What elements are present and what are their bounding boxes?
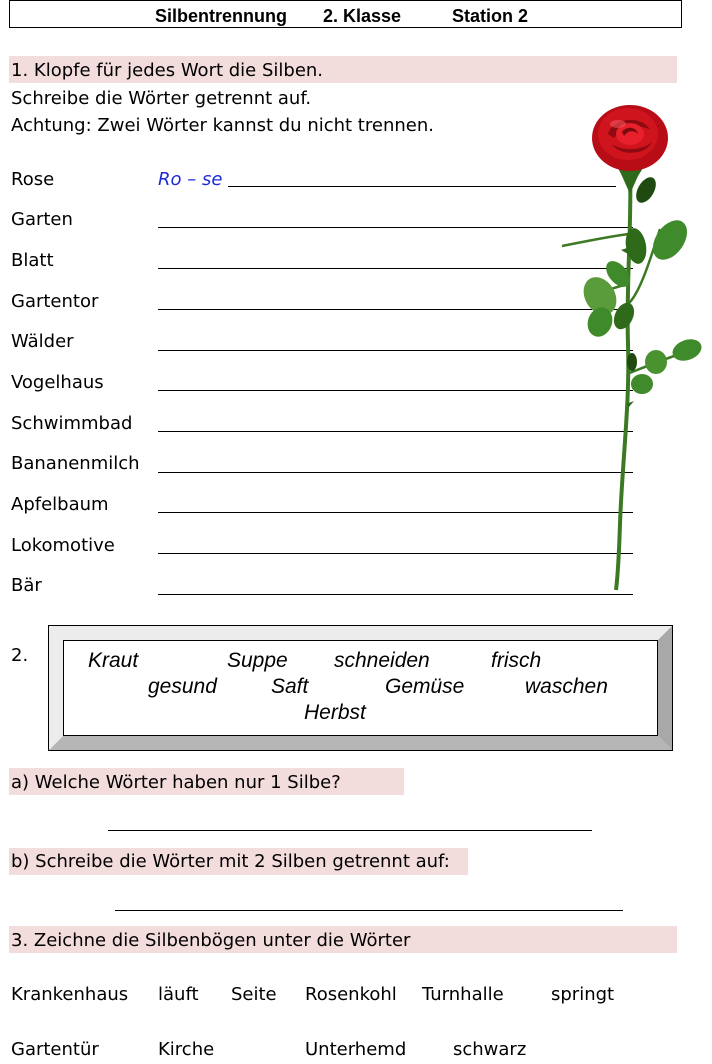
box-word-schneiden: schneiden: [334, 649, 430, 672]
task1-title: 1. Klopfe für jedes Wort die Silben.: [11, 60, 324, 81]
box-word-saft: Saft: [271, 675, 309, 698]
rose-image: [552, 104, 708, 594]
worksheet-header: [9, 0, 682, 28]
question-a: a) Welche Wörter haben nur 1 Silbe?: [11, 772, 341, 793]
box-word-gesund: gesund: [148, 675, 217, 698]
syllable-word-laeuft[interactable]: läuft: [158, 984, 199, 1005]
box-word-waschen: waschen: [525, 675, 608, 698]
word-gartentor: Gartentor: [11, 291, 99, 312]
syllable-word-krankenhaus[interactable]: Krankenhaus: [11, 984, 129, 1005]
header-grade: 2. Klasse: [323, 6, 402, 26]
word-rose: Rose: [11, 169, 55, 190]
syllable-word-springt[interactable]: springt: [551, 984, 615, 1005]
frame-bevel-left: [49, 626, 63, 750]
syllable-word-gartentuer[interactable]: Gartentür: [11, 1039, 99, 1060]
frame-bevel-right: [658, 626, 672, 750]
frame-bevel-top: [49, 626, 672, 640]
word-bananenmilch: Bananenmilch: [11, 453, 140, 474]
answer-line-b[interactable]: [115, 910, 623, 911]
task2-number: 2.: [11, 645, 29, 666]
box-word-kraut: Kraut: [88, 649, 139, 672]
syllable-word-schwarz[interactable]: schwarz: [453, 1039, 527, 1060]
question-b: b) Schreibe die Wörter mit 2 Silben getrennt auf:: [11, 851, 450, 872]
syllable-word-kirche[interactable]: Kirche: [158, 1039, 215, 1060]
answer-line-a[interactable]: [108, 830, 592, 831]
answer-line-baer[interactable]: [158, 594, 633, 595]
box-word-gemuese: Gemüse: [385, 675, 465, 698]
task1-instruction: Schreibe die Wörter getrennt auf.: [11, 88, 312, 109]
word-blatt: Blatt: [11, 250, 54, 271]
word-lokomotive: Lokomotive: [11, 535, 115, 556]
example-answer: Ro – se: [158, 169, 223, 190]
box-word-frisch: frisch: [491, 649, 542, 672]
word-vogelhaus: Vogelhaus: [11, 372, 104, 393]
syllable-word-unterhemd[interactable]: Unterhemd: [305, 1039, 407, 1060]
header-subject: Silbentrennung: [155, 6, 287, 26]
syllable-word-rosenkohl[interactable]: Rosenkohl: [305, 984, 397, 1005]
header-station: Station 2: [452, 6, 529, 26]
box-word-suppe: Suppe: [227, 649, 288, 672]
word-garten: Garten: [11, 209, 73, 230]
box-word-herbst: Herbst: [304, 701, 366, 724]
word-baer: Bär: [11, 575, 42, 596]
syllable-word-seite[interactable]: Seite: [231, 984, 277, 1005]
frame-bevel-bottom: [49, 736, 672, 750]
task1-warning: Achtung: Zwei Wörter kannst du nicht trennen.: [11, 115, 434, 136]
word-waelder: Wälder: [11, 331, 74, 352]
word-apfelbaum: Apfelbaum: [11, 494, 109, 515]
task3-title: 3. Zeichne die Silbenbögen unter die Wörter: [11, 930, 411, 951]
syllable-word-turnhalle[interactable]: Turnhalle: [422, 984, 504, 1005]
word-schwimmbad: Schwimmbad: [11, 413, 133, 434]
